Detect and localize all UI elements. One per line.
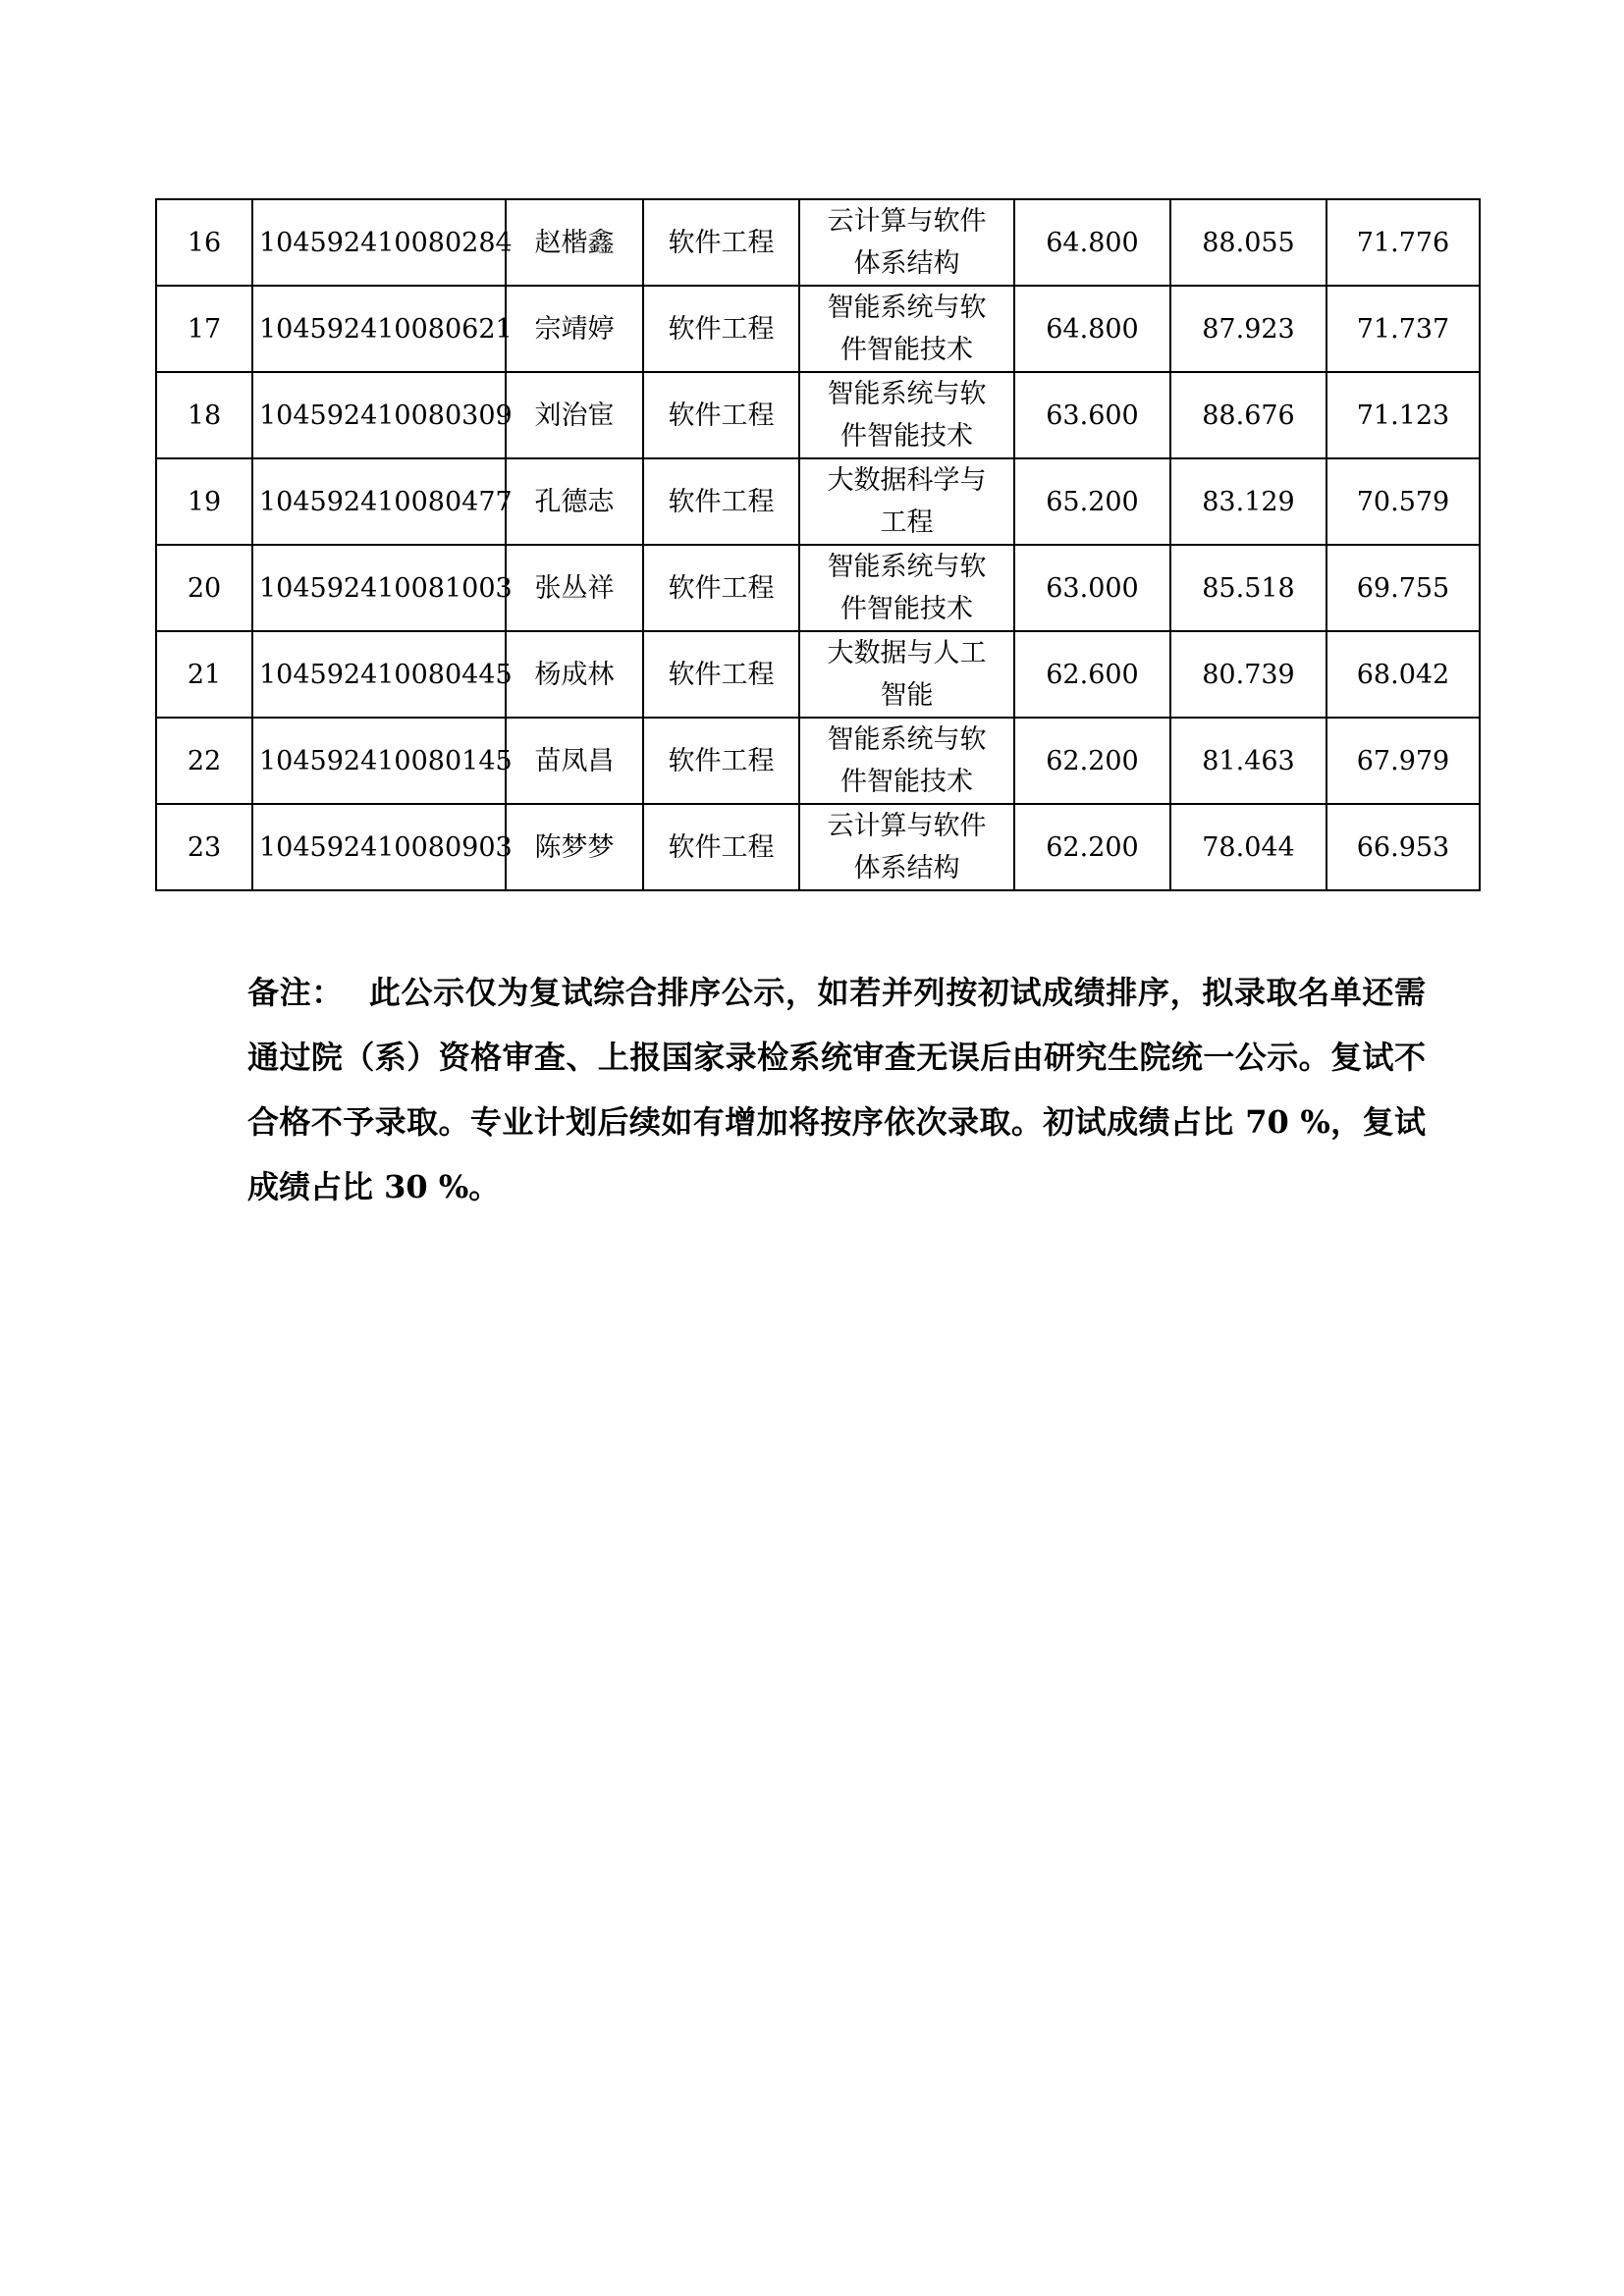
rank-cell: 21 (156, 631, 252, 718)
table-row (156, 372, 1480, 458)
retest-score-cell: 85.518 (1170, 545, 1326, 631)
rank-cell: 23 (156, 804, 252, 890)
name-cell: 陈梦梦 (506, 804, 643, 890)
total-score-cell: 69.755 (1326, 545, 1480, 631)
initial-score-cell: 64.800 (1014, 199, 1170, 286)
direction-cell: 智能系统与软件智能技术 (799, 718, 1014, 804)
direction-cell: 智能系统与软件智能技术 (799, 372, 1014, 458)
major-cell: 软件工程 (643, 718, 799, 804)
direction-cell: 大数据与人工智能 (799, 631, 1014, 718)
exam-id-cell: 104592410080145 (252, 718, 506, 804)
initial-score-cell: 63.000 (1014, 545, 1170, 631)
retest-score-cell: 83.129 (1170, 458, 1326, 545)
rank-cell: 18 (156, 372, 252, 458)
exam-id-cell: 104592410080309 (252, 372, 506, 458)
initial-score-cell: 62.200 (1014, 804, 1170, 890)
exam-id-cell: 104592410080284 (252, 199, 506, 286)
direction-cell: 云计算与软件体系结构 (799, 199, 1014, 286)
remarks-label: 备注： (247, 974, 344, 1011)
exam-id-cell: 104592410080445 (252, 631, 506, 718)
initial-score-cell: 62.200 (1014, 718, 1170, 804)
table-row (156, 545, 1480, 631)
retest-score-cell: 88.676 (1170, 372, 1326, 458)
direction-cell: 智能系统与软件智能技术 (799, 286, 1014, 372)
total-score-cell: 71.737 (1326, 286, 1480, 372)
remarks-text: 此公示仅为复试综合排序公示，如若并列按初试成绩排序，拟录取名单还需通过院（系）资格审查、上报国家录检系统审查无误后由研究生院统一公示。复试不合格不予录取。专业计划后续如有增加将按序依次录取。初试成绩占比 70 %，复试成绩占比 30 %。 (247, 974, 1426, 1205)
initial-score-cell: 65.200 (1014, 458, 1170, 545)
total-score-cell: 68.042 (1326, 631, 1480, 718)
name-cell: 杨成林 (506, 631, 643, 718)
direction-cell: 云计算与软件体系结构 (799, 804, 1014, 890)
total-score-cell: 67.979 (1326, 718, 1480, 804)
remarks-paragraph (247, 960, 1426, 1219)
exam-id-cell: 104592410081003 (252, 545, 506, 631)
major-cell: 软件工程 (643, 631, 799, 718)
table-row (156, 199, 1480, 286)
name-cell: 孔德志 (506, 458, 643, 545)
rank-cell: 22 (156, 718, 252, 804)
exam-id-cell: 104592410080621 (252, 286, 506, 372)
exam-id-cell: 104592410080477 (252, 458, 506, 545)
table-row (156, 286, 1480, 372)
name-cell: 张丛祥 (506, 545, 643, 631)
table-row (156, 804, 1480, 890)
retest-score-cell: 88.055 (1170, 199, 1326, 286)
major-cell: 软件工程 (643, 199, 799, 286)
major-cell: 软件工程 (643, 458, 799, 545)
direction-cell: 智能系统与软件智能技术 (799, 545, 1014, 631)
total-score-cell: 71.123 (1326, 372, 1480, 458)
admission-ranking-table (155, 198, 1481, 891)
initial-score-cell: 62.600 (1014, 631, 1170, 718)
major-cell: 软件工程 (643, 372, 799, 458)
total-score-cell: 70.579 (1326, 458, 1480, 545)
table-row (156, 718, 1480, 804)
total-score-cell: 66.953 (1326, 804, 1480, 890)
major-cell: 软件工程 (643, 804, 799, 890)
table-row (156, 631, 1480, 718)
direction-cell: 大数据科学与工程 (799, 458, 1014, 545)
name-cell: 赵楷鑫 (506, 199, 643, 286)
rank-cell: 16 (156, 199, 252, 286)
rank-cell: 20 (156, 545, 252, 631)
retest-score-cell: 80.739 (1170, 631, 1326, 718)
rank-cell: 19 (156, 458, 252, 545)
retest-score-cell: 87.923 (1170, 286, 1326, 372)
rank-cell: 17 (156, 286, 252, 372)
major-cell: 软件工程 (643, 545, 799, 631)
total-score-cell: 71.776 (1326, 199, 1480, 286)
retest-score-cell: 81.463 (1170, 718, 1326, 804)
name-cell: 苗凤昌 (506, 718, 643, 804)
name-cell: 宗靖婷 (506, 286, 643, 372)
major-cell: 软件工程 (643, 286, 799, 372)
retest-score-cell: 78.044 (1170, 804, 1326, 890)
initial-score-cell: 63.600 (1014, 372, 1170, 458)
table-row (156, 458, 1480, 545)
table-body (156, 199, 1480, 890)
name-cell: 刘治宦 (506, 372, 643, 458)
initial-score-cell: 64.800 (1014, 286, 1170, 372)
exam-id-cell: 104592410080903 (252, 804, 506, 890)
